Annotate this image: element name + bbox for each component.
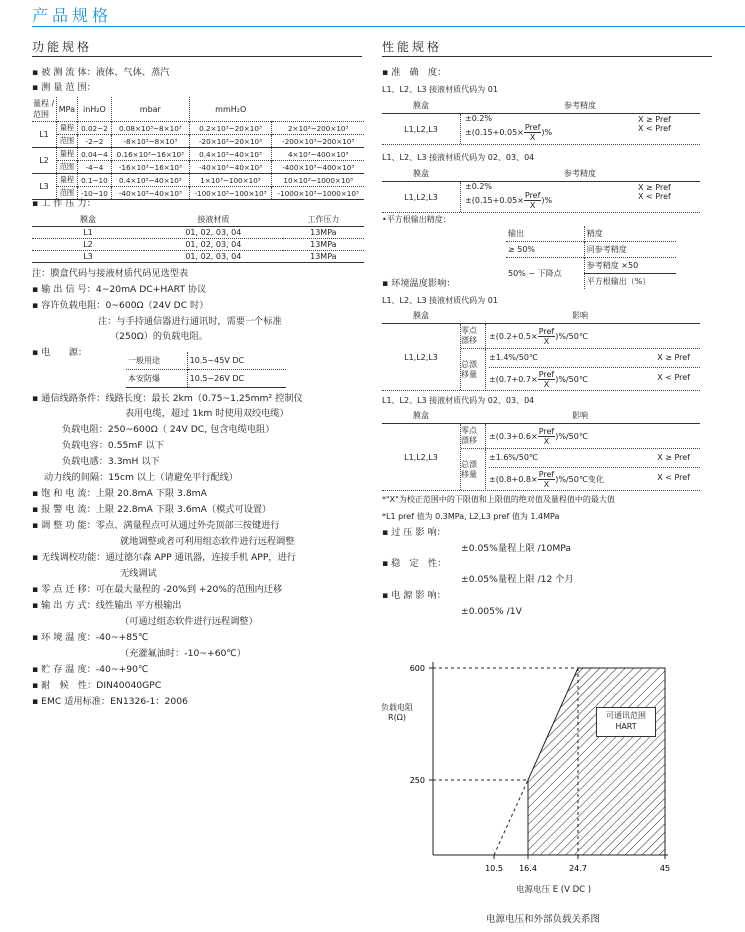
env-col-effect: 影响 [572, 311, 588, 320]
comm-inductance: 负载电感：3.3mH 以下 [62, 456, 160, 467]
note-line: 注：膜盒代码与接液材质代码见选型表 [32, 268, 189, 279]
range-mbar: -40×10³~40×10³ [189, 161, 272, 174]
th-mbar: mbar [112, 97, 190, 122]
range-kind: 范围 [57, 187, 78, 200]
env2-box-codes: L1,L2,L3 [382, 424, 461, 490]
table-row [32, 161, 364, 174]
emc-standard: ▪ EMC 适用标准：EN1326-1：2006 [32, 696, 188, 707]
y-tick-label: 250 [409, 776, 425, 785]
overpressure-value: ±0.05%量程上限 /10MPa [461, 543, 572, 554]
dashed-line [494, 780, 528, 855]
medium-line: ▪ 被 测 流 体：液体、气体、蒸汽 [32, 67, 170, 78]
page-title: 产品规格 [32, 6, 113, 25]
comm-capacitance: 负载电容：0.55mF 以下 [62, 440, 164, 451]
sqrt-r1b: 同参考精度 [586, 245, 627, 254]
pressure-cell: 01, 02, 03, 04 [185, 252, 242, 261]
env-b-zero: ±(0.3+0.6× $\frac{\text{Pref}}{X}$ )%/50℃ [489, 426, 588, 446]
total-drift-label: 总漂 移量 [461, 349, 486, 391]
footnote-x: *"X"为校正范围中的下限值和上限值的绝对值及量程值中的最大值 [382, 495, 615, 504]
range-inh2o: -8×10³~8×10³ [112, 135, 190, 148]
accuracy-label: ▪ 准 确 度： [382, 67, 447, 78]
table-row [32, 122, 364, 135]
range-kind: 量程 [57, 122, 78, 135]
adjust-function-2: 就地调整或者可利用组态软件进行远程调整 [120, 536, 295, 547]
env-box-codes: L1,L2,L3 [382, 324, 461, 390]
range-mpa: 0.02~2 [77, 122, 111, 135]
env-b-t2: ±(0.8+0.8× $\frac{\text{Pref}}{X}$ )%/50℃变化 [489, 470, 604, 489]
range-kind: 范围 [57, 135, 78, 148]
output-signal: ▪ 输 出 信 号：4~20mA DC+HART 协议 [32, 284, 207, 295]
env-col-box: 膜盒 [413, 311, 429, 320]
pressure-cell: 13MPa [310, 252, 337, 261]
wireless-calib-2: 无线调试 [120, 568, 157, 579]
pressure-cell: 01, 02, 03, 04 [185, 240, 242, 249]
acc-a2: ±(0.15+0.05× [465, 128, 524, 137]
env-label: ▪ 环境温度影响： [382, 278, 456, 289]
env-a-zero: ±(0.2+0.5× $\frac{\text{Pref}}{X}$ )%/50℃ [489, 326, 588, 346]
ambient-temp-2: （充灌氟油时：-10~+60℃） [120, 648, 246, 659]
output-mode-2: （可通过组态软件进行远程调整） [120, 616, 258, 627]
overpressure-label: ▪ 过 压 影 响： [382, 527, 446, 538]
range-mmh2o: 4×10³~400×10³ [287, 149, 349, 159]
range-kind: 量程 [57, 148, 78, 161]
table-row [32, 135, 364, 148]
range-code: L1 [32, 122, 57, 148]
range-mmh2o: 10×10³~1000×10³ [283, 175, 353, 185]
env-note-2: L1、L2、L3 接液材质代码为 02、03、04 [382, 396, 535, 405]
sqrt-h1: 输出 [506, 226, 584, 242]
acc-b-cond: X ≥ Pref X < Pref [638, 183, 671, 201]
range-code: L3 [32, 174, 57, 200]
zero-drift-label: 零点 漂移 [461, 324, 486, 348]
load-note-1: 注：与手持通信器进行通讯时，需要一个标准 [98, 316, 282, 327]
accuracy-table-01 [382, 100, 700, 145]
zero-drift-label-2: 零点 漂移 [461, 424, 486, 448]
output-mode: ▪ 输 出 方 式：线性输出 平方根输出 [32, 600, 182, 611]
zero-shift: ▪ 零 点 迁 移：可在最大量程的 -20%到 +20%的范围内迁移 [32, 584, 283, 595]
range-kind: 量程 [57, 174, 78, 187]
acc-b2: ±(0.15+0.05× [465, 196, 524, 205]
sqrt-r2b: 参考精度 ×50 [584, 258, 676, 274]
load-resistance: ▪ 容许负载电阻：0~600Ω（24V DC 时） [32, 300, 209, 311]
x-tick-label: 45 [659, 864, 671, 873]
th-material: 接液材质 [197, 215, 230, 224]
pressure-cell: 01, 02, 03, 04 [185, 228, 242, 237]
chart-xlabel: 电源电压 E (V DC ) [516, 885, 592, 895]
adjust-function: ▪ 调 整 功 能：零点、满量程点可从通过外壳顶部三按键进行 [32, 520, 280, 531]
chart-ylabel: 负载电阻 R(Ω) [381, 703, 413, 722]
range-mmh2o: -200×10³~200×10³ [282, 136, 355, 146]
table-row [32, 227, 364, 239]
comm-line-2: 表用电缆，超过 1km 时使用双绞电缆） [125, 408, 289, 419]
table-row [32, 174, 364, 187]
alarm-current: ▪ 报 警 电 流：上限 22.8mA 下限 3.6mA（模式可设置） [32, 504, 272, 515]
comm-load: 负载电阻：250~600Ω（ 24V DC, 包含电缆电阻） [62, 424, 275, 435]
range-inh2o: 0.16×10³~16×10³ [112, 148, 190, 161]
sqrt-r3b: 平方根输出（%） [586, 277, 651, 286]
env-a-t1: ±1.4%/50℃ [489, 349, 700, 368]
env2-col-box: 膜盒 [413, 411, 429, 420]
acc-a-cond: X ≥ Pref X < Pref [638, 115, 671, 133]
th-pressure: 工作压力 [307, 215, 340, 224]
saturation-current: ▪ 饱 和 电 流：上限 20.8mA 下限 3.8mA [32, 488, 207, 499]
stability-label: ▪ 稳 定 性： [382, 558, 447, 569]
accuracy-table-02 [382, 168, 700, 213]
env-table-01 [382, 310, 700, 391]
env-table-02 [382, 410, 700, 491]
acc-b1: ±0.2% [465, 182, 493, 191]
th-inh2o: inH₂O [77, 97, 111, 122]
performance-spec-heading: 性能规格 [382, 40, 443, 54]
range-inh2o: -40×10³~40×10³ [112, 187, 190, 200]
range-mbar: 0.4×10³~40×10³ [189, 148, 272, 161]
range-mmh2o: 2×10³~200×10³ [287, 123, 349, 133]
total-drift-label-2: 总漂 移量 [461, 449, 486, 491]
weather-resistance: ▪ 耐 候 性：DIN40040GPC [32, 680, 162, 691]
load-note-2: （250Ω）的负载电阻。 [110, 331, 209, 342]
range-inh2o: -16×10³~16×10³ [112, 161, 190, 174]
env-b-cond-ge: X ≥ Pref [657, 453, 690, 462]
pref-over-x-2: $\frac{\text{Pref}}{X}$ [524, 191, 541, 210]
y-tick-label: 600 [409, 664, 425, 673]
range-mbar: 1×10³~100×10³ [189, 174, 272, 187]
range-kind: 范围 [57, 161, 78, 174]
acc2-box-codes: L1,L2,L3 [382, 182, 461, 212]
power-use-ex: 本安防爆 [126, 370, 187, 388]
heading-rule [32, 56, 362, 57]
acc-a1: ±0.2% [465, 114, 493, 123]
table-row [32, 251, 364, 263]
range-mbar: -20×10³~20×10³ [189, 135, 272, 148]
acc-note-2: L1、L2、L3 接液材质代码为 02、03、04 [382, 153, 535, 162]
range-mbar: -100×10³~100×10³ [189, 187, 272, 200]
ambient-temp: ▪ 环 境 温 度：-40~+85℃ [32, 632, 149, 643]
power-use-general: 一般用途 [126, 352, 187, 370]
pref-over-x: $\frac{\text{Pref}}{X}$ [524, 123, 541, 142]
power-table [126, 352, 286, 388]
range-mpa: -2~2 [77, 135, 111, 148]
chart-title: 电源电压和外部负载关系图 [486, 914, 601, 925]
heading-rule-right [382, 56, 712, 57]
pressure-label: ▪ 工 作 压 力： [32, 198, 96, 209]
acc-note-1: L1、L2、L3 接液材质代码为 01 [382, 85, 498, 94]
pressure-cell: L2 [83, 240, 93, 249]
range-mmh2o: -400×10³~400×10³ [282, 162, 355, 172]
stability-value: ±0.05%量程上限 /12 个月 [461, 574, 574, 585]
x-tick-label: 10.5 [485, 864, 503, 873]
sqrt-r1a: ≥ 50% [506, 242, 584, 258]
header-rule [32, 26, 745, 27]
x-tick-label: 24.7 [569, 864, 587, 873]
acc-a-pct: )% [541, 128, 553, 137]
th-range: 量程 / 范围 [32, 97, 57, 122]
acc2-col-acc: 参考精度 [564, 169, 596, 178]
range-mmh2o: -1000×10³~1000×10³ [277, 188, 359, 198]
functional-spec-heading: 功能规格 [32, 40, 93, 54]
power-volt-general: 10.5~45V DC [189, 356, 245, 365]
acc2-col-box: 膜盒 [413, 169, 429, 178]
table-row [32, 239, 364, 251]
pressure-table [32, 213, 364, 263]
sqrt-h2: 精度 [586, 229, 603, 238]
range-mpa: -10~10 [77, 187, 111, 200]
range-mpa: -4~4 [77, 161, 111, 174]
acc-col-acc: 参考精度 [564, 101, 596, 110]
env2-col-effect: 影响 [572, 411, 588, 420]
wireless-calib: ▪ 无线调校功能：通过德尔森 APP 通讯器，连接手机 APP，进行 [32, 552, 296, 563]
power-label: ▪ 电 源： [32, 347, 88, 358]
pressure-cell: L1 [83, 228, 93, 237]
env-a-cond-ge: X ≥ Pref [657, 353, 690, 362]
storage-temp: ▪ 贮 存 温 度：-40~+90℃ [32, 664, 149, 675]
th-mpa: MPa [57, 97, 78, 122]
hart-region [528, 668, 665, 855]
power-effect-label: ▪ 电 源 影 响： [382, 590, 446, 601]
power-line-spacing: 动力线的间隔：15cm 以上（请避免平行配线） [44, 472, 238, 483]
env-b-t1: ±1.6%/50℃ [489, 449, 700, 468]
footnote-pref: *L1 pref 值为 0.3MPa, L2,L3 pref 值为 1.4MPa [382, 512, 560, 521]
th-box: 膜盒 [80, 215, 96, 224]
env-a-cond-lt: X < Pref [657, 373, 690, 382]
table-row [32, 148, 364, 161]
range-label: ▪ 测 量 范 围： [32, 82, 96, 93]
range-table [32, 97, 364, 200]
acc-b-pct: )% [541, 196, 553, 205]
acc-box-codes: L1,L2,L3 [382, 114, 461, 144]
power-volt-ex: 10.5~26V DC [189, 374, 245, 383]
sqrt-label: •平方根输出精度： [382, 215, 451, 224]
x-tick-label: 16.4 [519, 864, 537, 873]
env-a-t2: ±(0.7+0.7× $\frac{\text{Pref}}{X}$ )%/50℃ [489, 370, 588, 389]
acc-col-box: 膜盒 [413, 101, 429, 110]
th-mmh2o: mmH₂O [215, 104, 247, 114]
pressure-cell: L3 [83, 252, 93, 261]
pressure-cell: 13MPa [310, 228, 337, 237]
range-inh2o: 0.08×10³~8×10³ [112, 122, 190, 135]
comm-line: ▪ 通信线路条件：线路长度：最长 2km（0.75~1.25mm² 控制仪 [32, 393, 303, 404]
env-note-1: L1、L2、L3 接液材质代码为 01 [382, 296, 498, 305]
range-code: L2 [32, 148, 57, 174]
sqrt-table [506, 226, 676, 289]
range-mpa: 0.04~4 [77, 148, 111, 161]
hart-annotation: 可通讯范围 HART [596, 707, 656, 737]
power-effect-value: ±0.005% /1V [461, 606, 522, 617]
range-inh2o: 0.4×10³~40×10³ [112, 174, 190, 187]
range-mpa: 0.1~10 [77, 174, 111, 187]
voltage-load-chart [380, 650, 720, 910]
range-mbar: 0.2×10³~20×10³ [189, 122, 272, 135]
env-b-cond-lt: X < Pref [657, 473, 690, 482]
sqrt-r2a: 50% ~ 下降点 [506, 258, 584, 290]
pressure-cell: 13MPa [310, 240, 337, 249]
